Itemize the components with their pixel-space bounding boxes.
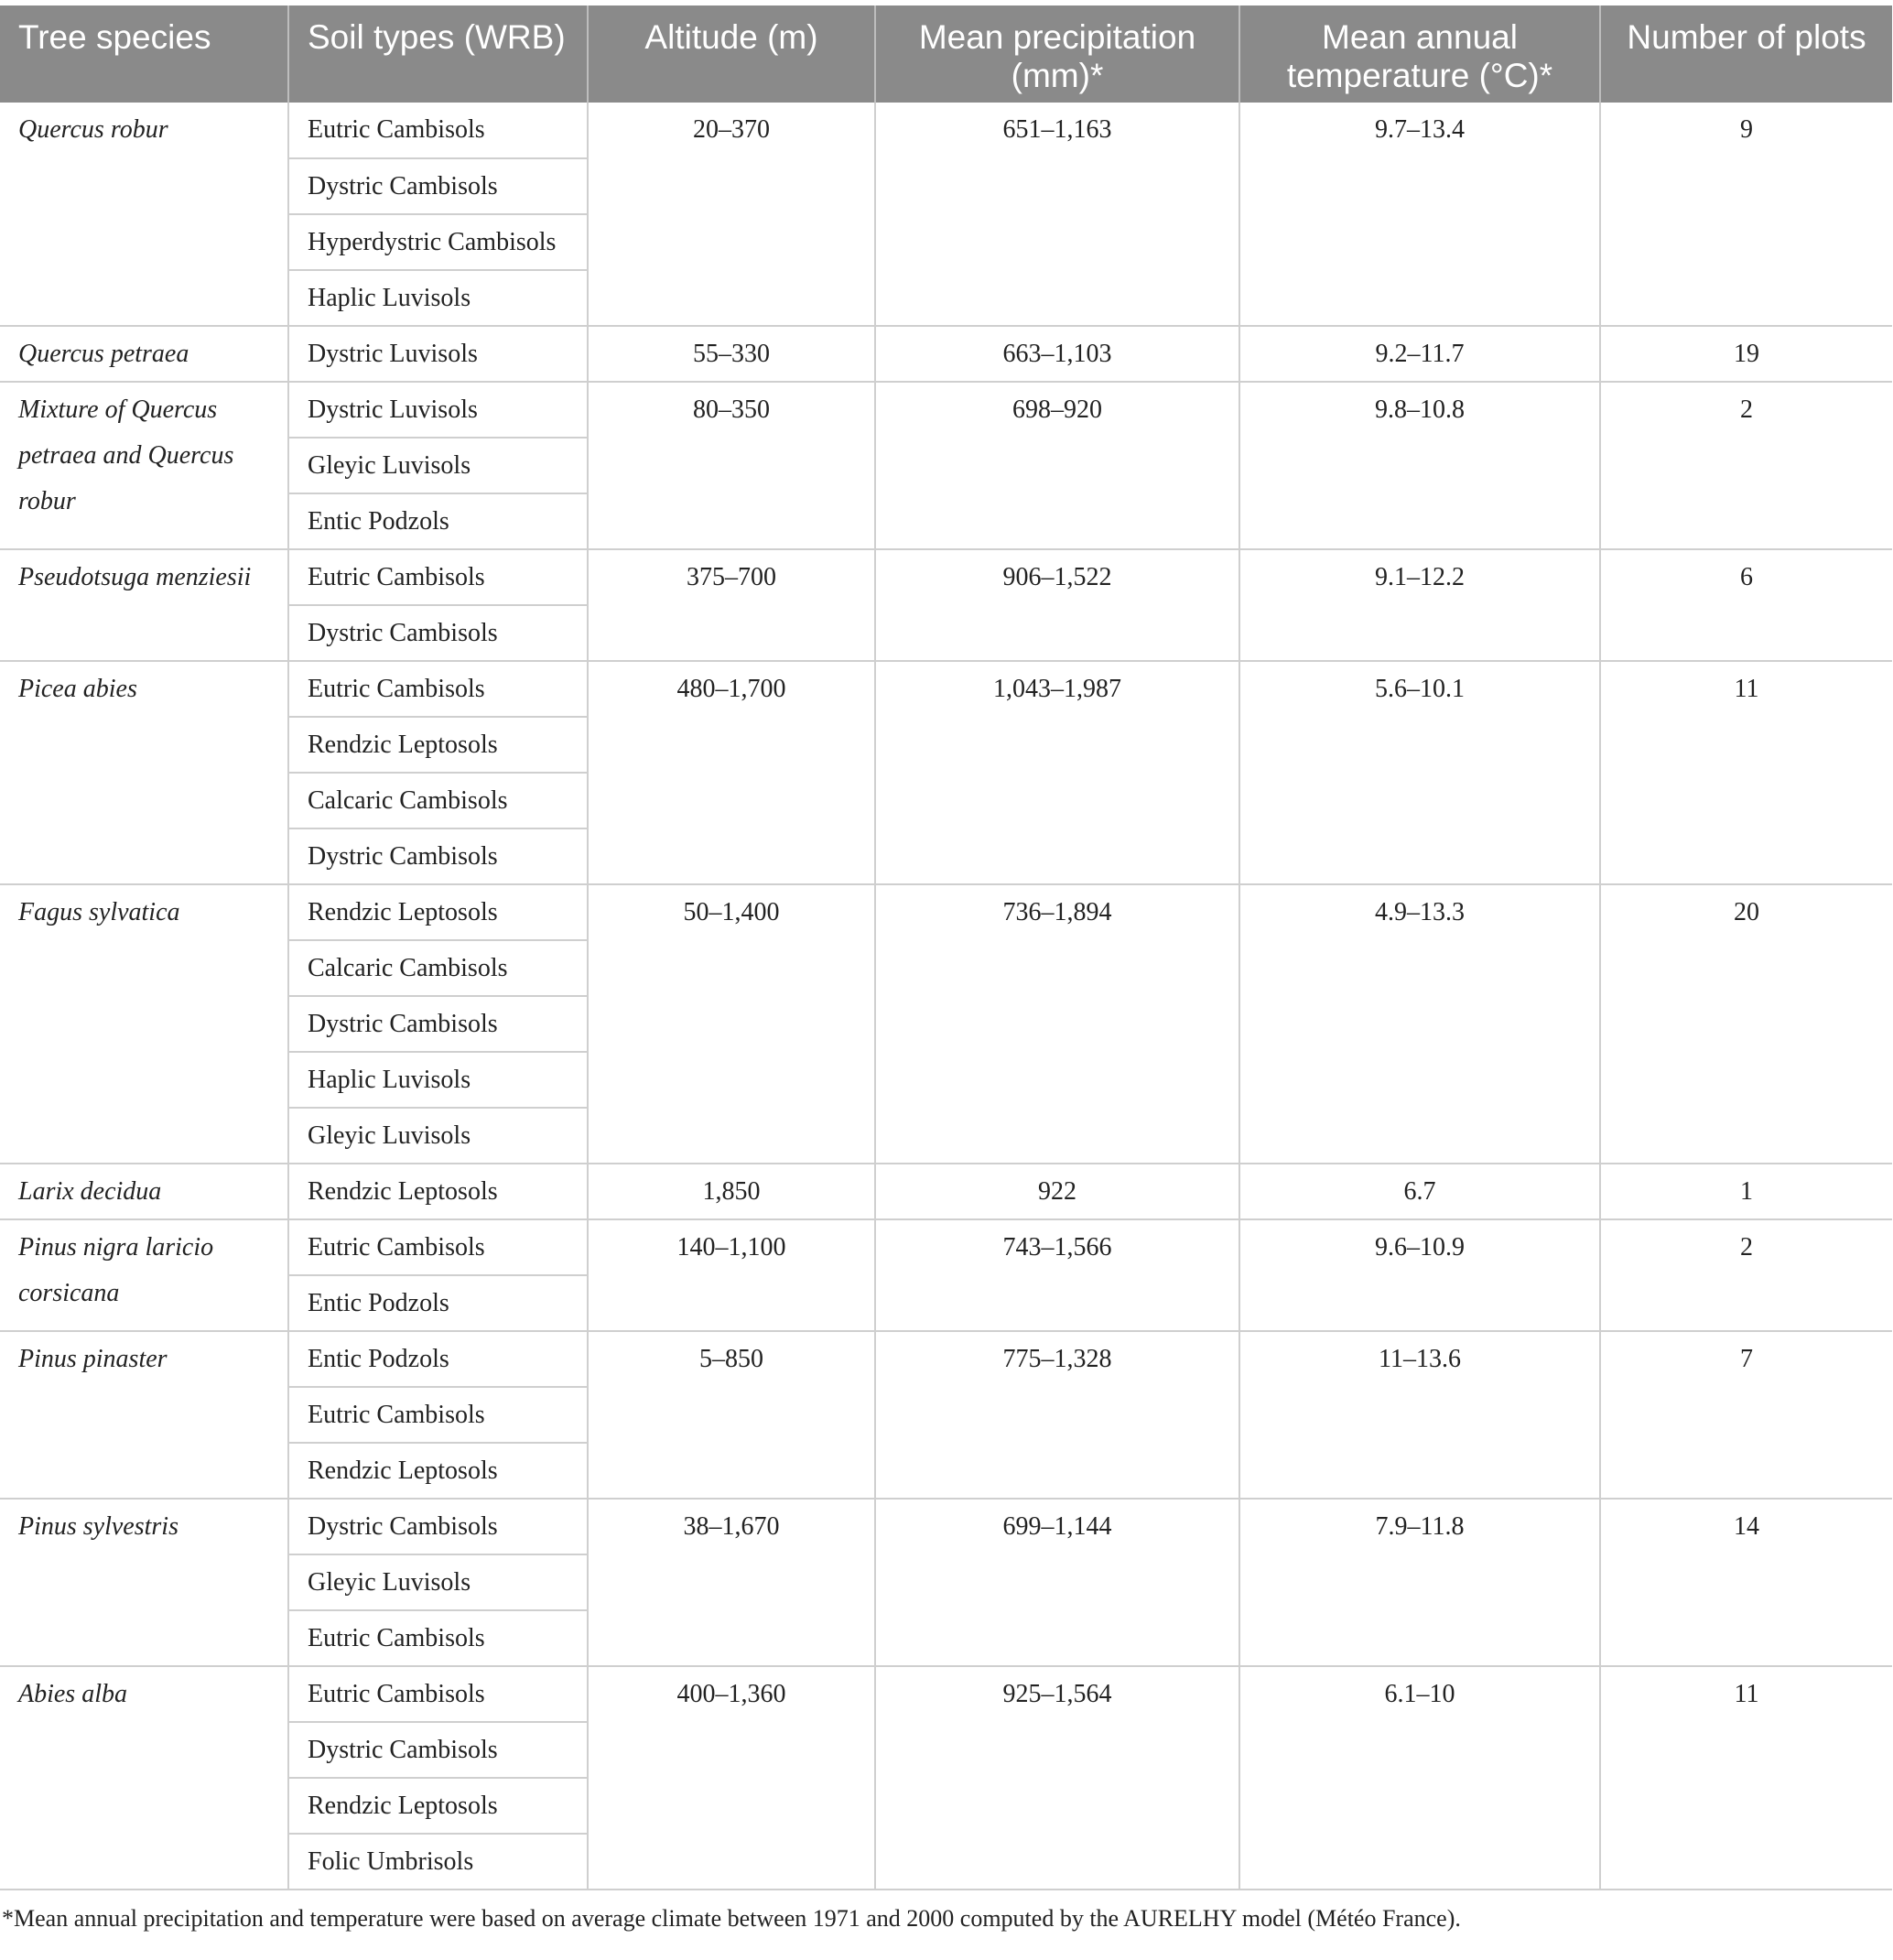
table-row [0,1219,1892,1275]
altitude-cell: 400–1,360 [588,1666,875,1890]
soil-type-cell: Rendzic Leptosols [288,1443,588,1499]
precipitation-cell: 736–1,894 [875,884,1239,1164]
soil-type-cell: Hyperdystric Cambisols [288,214,588,270]
precipitation-cell: 743–1,566 [875,1219,1239,1331]
tree-species-cell: Mixture of Quercus petraea and Quercus robur [0,382,288,549]
soil-type-cell: Dystric Cambisols [288,996,588,1052]
temperature-cell: 7.9–11.8 [1239,1499,1600,1666]
soil-type-cell: Eutric Cambisols [288,1387,588,1443]
altitude-cell: 140–1,100 [588,1219,875,1331]
table-row [0,1666,1892,1722]
altitude-cell: 1,850 [588,1164,875,1219]
table-row [0,1331,1892,1387]
header-number-of-plots: Number of plots [1600,5,1892,103]
soil-type-cell: Gleyic Luvisols [288,1108,588,1164]
soil-type-cell: Haplic Luvisols [288,1052,588,1108]
altitude-cell: 20–370 [588,103,875,326]
soil-type-cell: Rendzic Leptosols [288,1778,588,1834]
soil-type-cell: Eutric Cambisols [288,1666,588,1722]
soil-type-cell: Calcaric Cambisols [288,940,588,996]
soil-type-cell: Entic Podzols [288,1275,588,1331]
plots-cell: 14 [1600,1499,1892,1666]
tree-species-cell: Pinus pinaster [0,1331,288,1499]
precipitation-cell: 698–920 [875,382,1239,549]
precipitation-cell: 1,043–1,987 [875,661,1239,884]
plots-cell: 11 [1600,661,1892,884]
altitude-cell: 55–330 [588,326,875,382]
altitude-cell: 38–1,670 [588,1499,875,1666]
temperature-cell: 9.7–13.4 [1239,103,1600,326]
header-soil-types: Soil types (WRB) [288,5,588,103]
soil-type-cell: Gleyic Luvisols [288,1554,588,1610]
plots-cell: 7 [1600,1331,1892,1499]
temperature-cell: 9.6–10.9 [1239,1219,1600,1331]
tree-species-cell: Pinus sylvestris [0,1499,288,1666]
plots-cell: 6 [1600,549,1892,661]
altitude-cell: 5–850 [588,1331,875,1499]
soil-type-cell: Entic Podzols [288,493,588,549]
plots-cell: 20 [1600,884,1892,1164]
table-body [0,103,1892,1890]
soil-type-cell: Haplic Luvisols [288,270,588,326]
plots-cell: 9 [1600,103,1892,326]
soil-type-cell: Dystric Cambisols [288,1722,588,1778]
tree-species-cell: Picea abies [0,661,288,884]
plots-cell: 1 [1600,1164,1892,1219]
soil-type-cell: Eutric Cambisols [288,661,588,717]
data-table [0,5,1892,1890]
tree-species-cell: Abies alba [0,1666,288,1890]
precipitation-cell: 922 [875,1164,1239,1219]
plots-cell: 2 [1600,1219,1892,1331]
soil-type-cell: Eutric Cambisols [288,1219,588,1275]
precipitation-cell: 699–1,144 [875,1499,1239,1666]
precipitation-cell: 651–1,163 [875,103,1239,326]
soil-type-cell: Entic Podzols [288,1331,588,1387]
tree-species-cell: Larix decidua [0,1164,288,1219]
table-row [0,1499,1892,1554]
header-row [0,5,1892,103]
table-row [0,1164,1892,1219]
table-row [0,103,1892,158]
altitude-cell: 375–700 [588,549,875,661]
plots-cell: 19 [1600,326,1892,382]
soil-type-cell: Calcaric Cambisols [288,773,588,828]
soil-type-cell: Gleyic Luvisols [288,438,588,493]
tree-species-cell: Quercus petraea [0,326,288,382]
soil-type-cell: Rendzic Leptosols [288,1164,588,1219]
precipitation-cell: 925–1,564 [875,1666,1239,1890]
soil-type-cell: Rendzic Leptosols [288,717,588,773]
soil-type-cell: Dystric Cambisols [288,158,588,214]
tree-species-cell: Pinus nigra laricio corsicana [0,1219,288,1331]
soil-type-cell: Eutric Cambisols [288,1610,588,1666]
precipitation-cell: 906–1,522 [875,549,1239,661]
precipitation-cell: 663–1,103 [875,326,1239,382]
table-row [0,884,1892,940]
temperature-cell: 6.7 [1239,1164,1600,1219]
soil-type-cell: Eutric Cambisols [288,549,588,605]
soil-type-cell: Eutric Cambisols [288,103,588,158]
soil-type-cell: Dystric Cambisols [288,605,588,661]
soil-type-cell: Dystric Cambisols [288,1499,588,1554]
table-row [0,382,1892,438]
temperature-cell: 4.9–13.3 [1239,884,1600,1164]
altitude-cell: 480–1,700 [588,661,875,884]
altitude-cell: 80–350 [588,382,875,549]
soil-type-cell: Dystric Luvisols [288,326,588,382]
table-container [0,5,1893,1934]
soil-type-cell: Dystric Cambisols [288,828,588,884]
plots-cell: 2 [1600,382,1892,549]
table-row [0,326,1892,382]
precipitation-cell: 775–1,328 [875,1331,1239,1499]
temperature-cell: 5.6–10.1 [1239,661,1600,884]
plots-cell: 11 [1600,1666,1892,1890]
header-altitude: Altitude (m) [588,5,875,103]
table-header [0,5,1892,103]
temperature-cell: 6.1–10 [1239,1666,1600,1890]
header-mean-precipitation: Mean precipitation (mm)* [875,5,1239,103]
altitude-cell: 50–1,400 [588,884,875,1164]
tree-species-cell: Fagus sylvatica [0,884,288,1164]
soil-type-cell: Rendzic Leptosols [288,884,588,940]
header-mean-annual-temperature: Mean annual temperature (°C)* [1239,5,1600,103]
table-row [0,549,1892,605]
soil-type-cell: Folic Umbrisols [288,1834,588,1890]
header-tree-species: Tree species [0,5,288,103]
table-row [0,661,1892,717]
temperature-cell: 11–13.6 [1239,1331,1600,1499]
temperature-cell: 9.8–10.8 [1239,382,1600,549]
temperature-cell: 9.2–11.7 [1239,326,1600,382]
soil-type-cell: Dystric Luvisols [288,382,588,438]
temperature-cell: 9.1–12.2 [1239,549,1600,661]
tree-species-cell: Pseudotsuga menziesii [0,549,288,661]
footnote: *Mean annual precipitation and temperature were based on average climate between 1971 and 2000 computed by the AURELHY model (Météo France). [2,1905,1461,1932]
tree-species-cell: Quercus robur [0,103,288,326]
